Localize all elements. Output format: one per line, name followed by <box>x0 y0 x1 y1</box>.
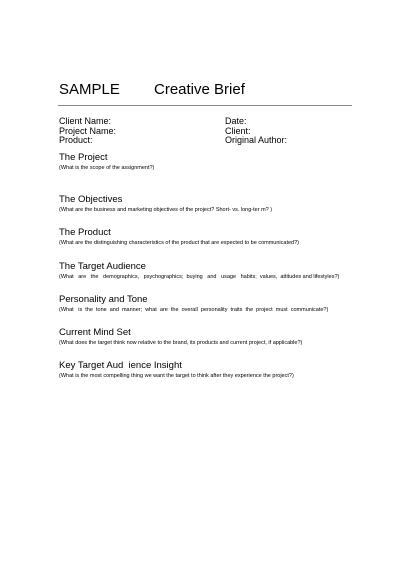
section-heading: The Project <box>59 152 108 163</box>
section-question: (What does the target think now relative to the brand, its products and current project, if applicable?) <box>59 340 303 346</box>
header-divider <box>58 105 352 106</box>
section-question: (What is the tone and manner; what are the overall personality traits the project must communicate?) <box>59 307 329 313</box>
section-heading: The Target Audience <box>59 261 146 272</box>
section-heading: Key Target Aud ience Insight <box>59 360 182 371</box>
section-heading: Current Mind Set <box>59 327 131 338</box>
section-personality-tone <box>59 294 328 314</box>
section-project <box>59 152 154 172</box>
section-target-audience <box>59 261 339 281</box>
section-question: (What is the most compelling thing we want the target to think after they experience the project?) <box>59 373 294 379</box>
section-heading: Personality and Tone <box>59 294 148 305</box>
section-key-insight <box>59 360 294 380</box>
client-field: Client: <box>225 126 251 136</box>
section-question: (What are the business and marketing objectives of the project? Short- vs. long-ter m? ) <box>59 207 273 213</box>
section-objectives <box>59 194 272 214</box>
original-author-field: Original Author: <box>225 135 288 145</box>
date-field: Date: <box>225 116 247 126</box>
section-heading: The Product <box>59 227 111 238</box>
document-title: Creative Brief <box>154 81 245 98</box>
section-heading: The Objectives <box>59 194 123 205</box>
section-question: (What are the demographics, psychographics; buying and usage habits; values, attitudes and lifestyles?) <box>59 274 340 280</box>
sample-label: SAMPLE <box>59 81 120 98</box>
section-question: (What are the distinguishing characteristics of the product that are expected to be communicated?) <box>59 240 299 246</box>
section-question: (What is the scope of the assignment?) <box>59 165 155 171</box>
section-current-mind-set <box>59 327 302 347</box>
section-product <box>59 227 299 247</box>
project-name-field: Project Name: <box>59 126 117 136</box>
product-field: Product: <box>59 135 93 145</box>
client-name-field: Client Name: <box>59 116 112 126</box>
